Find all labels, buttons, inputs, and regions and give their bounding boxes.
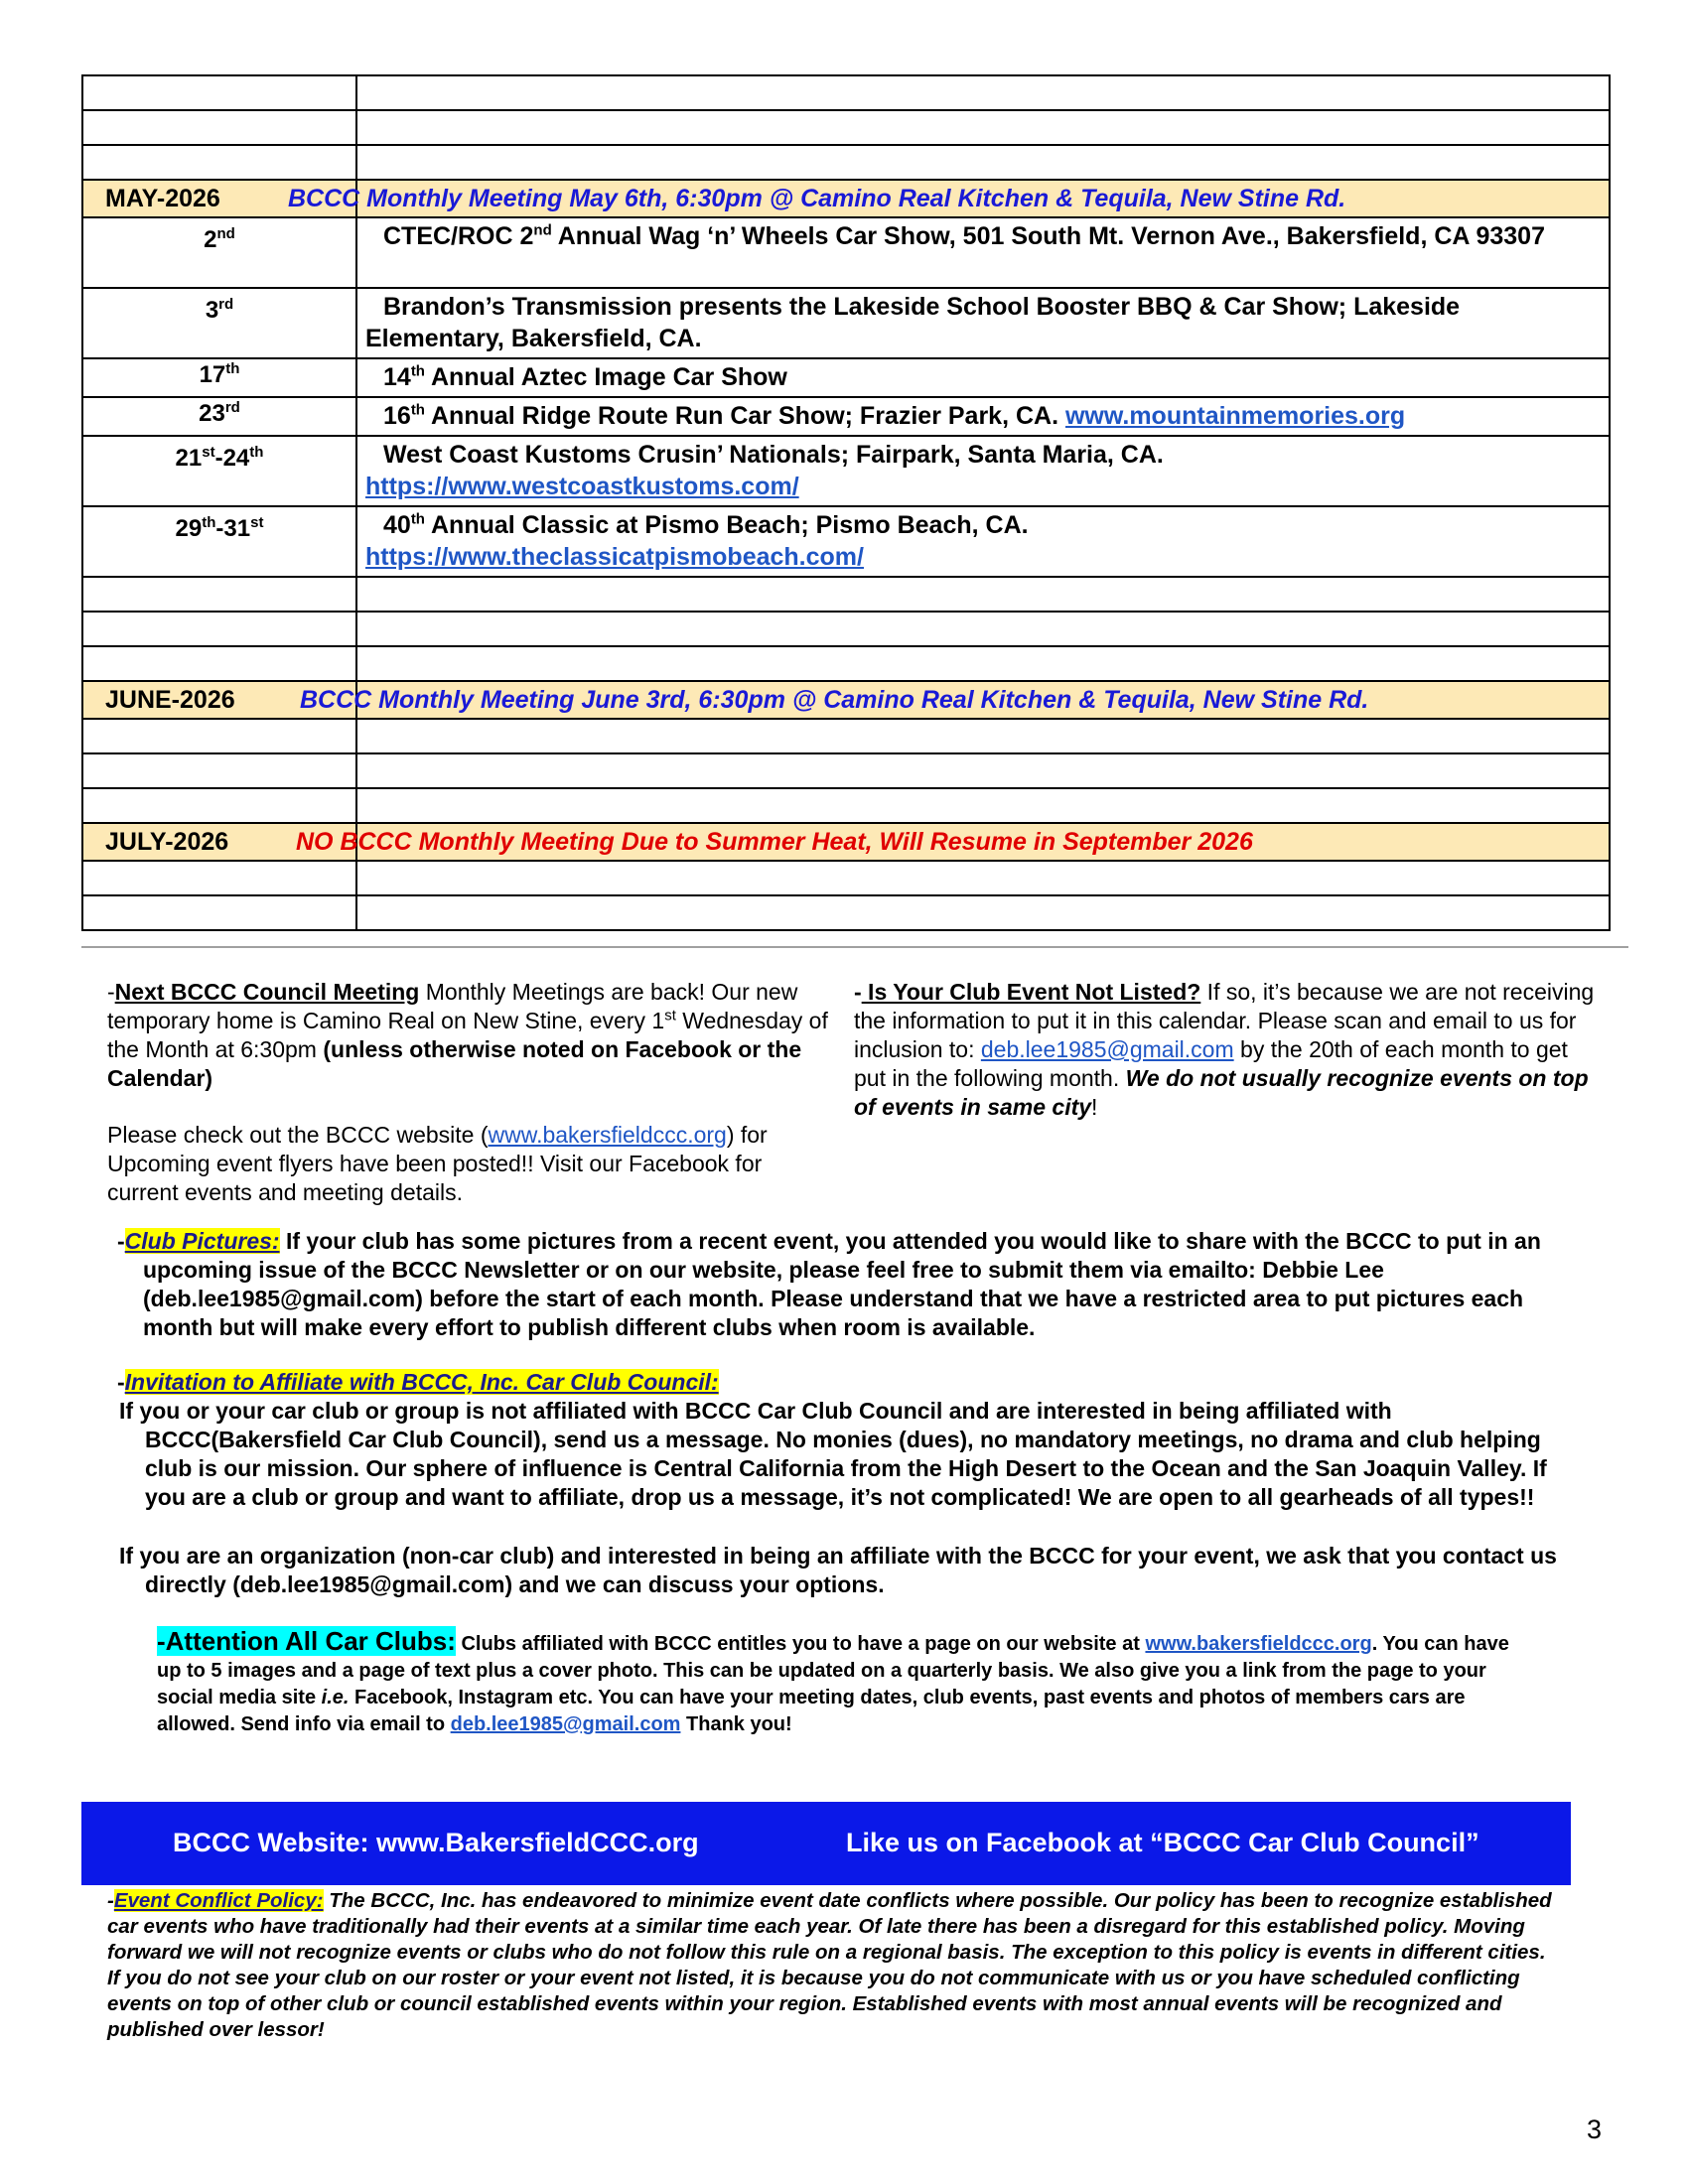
page-number: 3: [1587, 2115, 1603, 2144]
table-row: [82, 719, 1610, 753]
table-row: [82, 145, 1610, 180]
events-calendar-table: [81, 74, 1611, 931]
affiliate-heading: -Invitation to Affiliate with BCCC, Inc. Car Club Council:: [117, 1369, 719, 1395]
event-date: 17th: [82, 358, 356, 397]
affiliate-paragraph-1: If you or your car club or group is not affiliated with BCCC Car Club Council and are interested in being affiliated with BCCC(Bakersfield Car Club Council), send us a message. No monies (dues), no mandatory meetings, no drama and club helping club is our mission. Our sphere of influence is Central California from the High Desert to the Ocean and the San Joaquin Valley. If you are a club or group and want to affiliate, drop us a message, it’s not complicated! We are open to all gearheads of all types!!: [119, 1398, 1547, 1510]
table-row: [82, 612, 1610, 646]
event-row: [82, 217, 1610, 288]
event-link[interactable]: https://www.westcoastkustoms.com/: [365, 473, 799, 500]
table-row: [82, 110, 1610, 145]
month-label: MAY-2026: [82, 180, 356, 217]
meeting-note: BCCC Monthly Meeting May 6th, 6:30pm @ Camino Real Kitchen & Tequila, New Stine Rd.: [288, 184, 1346, 212]
event-row: [82, 436, 1610, 506]
event-description: Brandon’s Transmission presents the Lakeside School Booster BBQ & Car Show; Lakeside Elementary, Bakersfield, CA.: [356, 288, 1610, 358]
meeting-note: NO BCCC Monthly Meeting Due to Summer Heat, Will Resume in September 2026: [296, 827, 1253, 856]
event-date: 3rd: [82, 288, 356, 358]
event-not-listed-note: - Is Your Club Event Not Listed? If so, it’s because we are not receiving the information to put it in this calendar. Please scan and email to us for inclusion to: deb.lee1985@gmail.com by the 20th of each month to get put in the following month. We do not usually recognize events on top of events in same city!: [854, 979, 1595, 1120]
event-description: 14th Annual Aztec Image Car Show: [356, 358, 1610, 397]
event-date: 23rd: [82, 397, 356, 436]
event-row: [82, 397, 1610, 436]
table-row: [82, 577, 1610, 612]
event-date: 21st-24th: [82, 436, 356, 506]
event-row: [82, 506, 1610, 577]
table-row: [82, 753, 1610, 788]
month-row-june: [82, 681, 1610, 719]
month-row-july: [82, 823, 1610, 861]
council-meeting-note: -Next BCCC Council Meeting Monthly Meetings are back! Our new temporary home is Camino Real on New Stine, every 1st Wednesday of the Month at 6:30pm (unless otherwise noted on Facebook or the Calendar) Please check out the BCCC website (www.bakersfieldccc.org) for Upcoming event flyers have been posted!! Visit our Facebook for current events and meeting details.: [107, 979, 828, 1205]
event-row: [82, 358, 1610, 397]
table-row: [82, 895, 1610, 930]
table-row: [82, 646, 1610, 681]
month-label: JULY-2026: [82, 823, 356, 861]
banner-website: BCCC Website: www.BakersfieldCCC.org: [173, 1828, 699, 1857]
table-row: [82, 788, 1610, 823]
month-label: JUNE-2026: [82, 681, 356, 719]
event-date: 29th-31st: [82, 506, 356, 577]
divider: [81, 946, 1628, 948]
event-date: 2nd: [82, 217, 356, 288]
event-description: 40th Annual Classic at Pismo Beach; Pismo Beach, CA. https://www.theclassicatpismobeach.com/: [356, 506, 1610, 577]
event-conflict-policy: -Event Conflict Policy: The BCCC, Inc. has endeavored to minimize event date conflicts where possible. Our policy has been to recognize established car events who have traditionally had their events at a similar time each year. Of late there has been a disregard for this established policy. Moving forward we will not recognize events or clubs who do not follow this rule on a regional basis. The exception to this policy is events in different cities. If you do not see your club on our roster or your event not listed, it is because you do not communicate with us or you have scheduled conflicting events on top of other club or council established events within your region. Established events with most annual events will be recognized and published over lessor!: [107, 1889, 1552, 2041]
event-description: CTEC/ROC 2nd Annual Wag ‘n’ Wheels Car Show, 501 South Mt. Vernon Ave., Bakersfield, CA 93307: [356, 217, 1610, 288]
attention-label: -Attention All Car Clubs:: [157, 1626, 456, 1656]
club-pictures-label: Club Pictures:: [124, 1228, 280, 1254]
event-link[interactable]: www.mountainmemories.org: [1064, 402, 1406, 430]
attention-car-clubs-paragraph: -Attention All Car Clubs: Clubs affiliated with BCCC entitles you to have a page on our website at www.bakersfieldccc.org. You can have up to 5 images and a page of text plus a cover photo. This can be updated on a quarterly basis. We also give you a link from the page to your social media site i.e. Facebook, Instagram etc. You can have your meeting dates, club events, past events and photos of members cars are allowed. Send info via email to deb.lee1985@gmail.com Thank you!: [157, 1626, 1509, 1735]
event-description: West Coast Kustoms Crusin’ Nationals; Fairpark, Santa Maria, CA. https://www.westcoastkustoms.com/: [356, 436, 1610, 506]
meeting-note: BCCC Monthly Meeting June 3rd, 6:30pm @ Camino Real Kitchen & Tequila, New Stine Rd.: [300, 685, 1369, 714]
club-pictures-paragraph: -Club Pictures: If your club has some pictures from a recent event, you attended you would like to share with the BCCC to put in an upcoming issue of the BCCC Newsletter or on our website, please feel free to submit them via emailto: Debbie Lee (deb.lee1985@gmail.com) before the start of each month. Please understand that we have a restricted area to put pictures each month but will make every effort to publish different clubs when room is available.: [117, 1228, 1541, 1340]
council-heading: Next BCCC Council Meeting: [114, 979, 420, 1005]
email-link[interactable]: deb.lee1985@gmail.com: [450, 1713, 681, 1735]
event-link[interactable]: https://www.theclassicatpismobeach.com/: [365, 543, 864, 571]
website-link[interactable]: www.bakersfieldccc.org: [488, 1122, 727, 1148]
affiliate-paragraph-2: If you are an organization (non-car club) and interested in being an affiliate with the BCCC for your event, we ask that you contact us directly (deb.lee1985@gmail.com) and we can discuss your options.: [119, 1543, 1557, 1597]
email-link[interactable]: deb.lee1985@gmail.com: [980, 1036, 1234, 1062]
event-description: 16th Annual Ridge Route Run Car Show; Frazier Park, CA. www.mountainmemories.org: [356, 397, 1610, 436]
event-row: [82, 288, 1610, 358]
policy-label: Event Conflict Policy:: [113, 1889, 324, 1912]
table-row: [82, 861, 1610, 895]
month-row-may: [82, 180, 1610, 217]
website-link[interactable]: www.bakersfieldccc.org: [1145, 1633, 1372, 1655]
footer-banner: [81, 1802, 1571, 1885]
not-listed-heading: Is Your Club Event Not Listed?: [861, 979, 1201, 1005]
banner-facebook: Like us on Facebook at “BCCC Car Club Council”: [846, 1828, 1479, 1857]
table-row: [82, 75, 1610, 110]
